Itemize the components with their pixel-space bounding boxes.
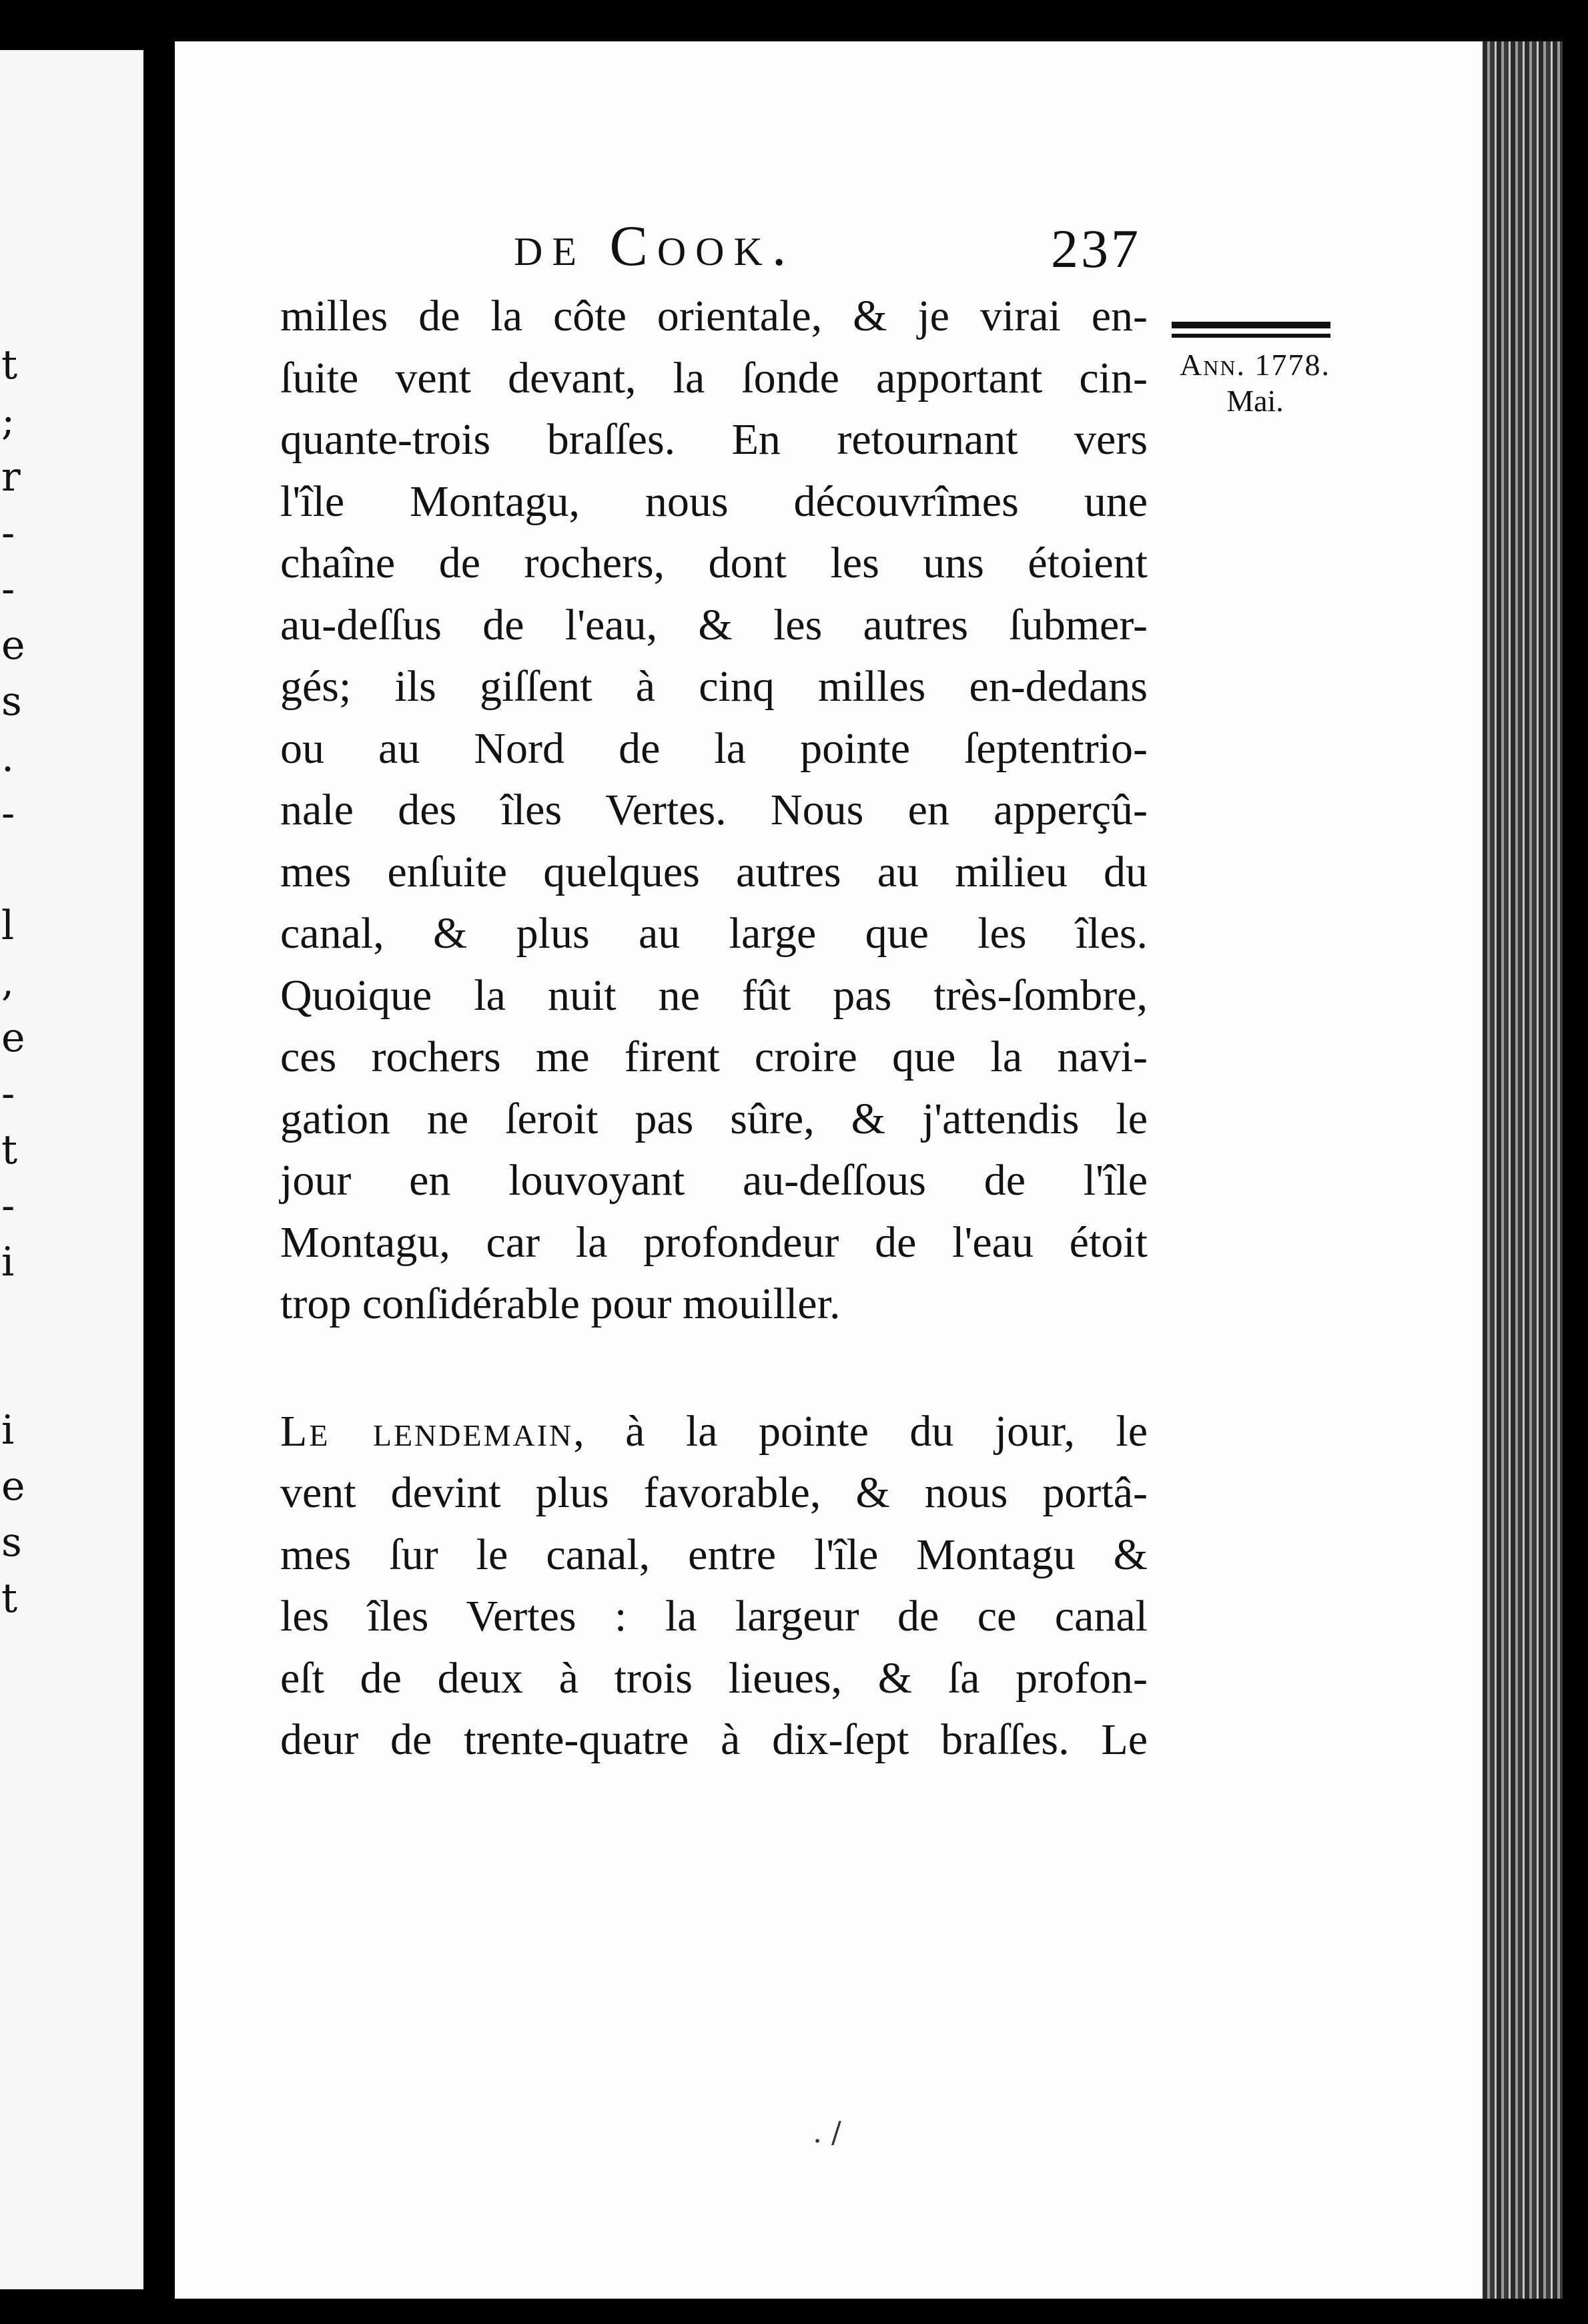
text-line: eſt de deux à trois lieues, & ſa profon- (280, 1653, 1148, 1703)
marginal-year: Ann. 1778. (1180, 348, 1330, 382)
marginal-month: Mai. (1226, 384, 1284, 418)
left-page-fragment: e (1, 622, 25, 669)
text-line: canal, & plus au large que les îles. (280, 909, 1148, 958)
left-page-fragment: s (1, 1519, 22, 1566)
paragraph-2 (280, 1401, 1148, 1771)
text-line: trop conſidérable pour mouiller. (280, 1279, 841, 1328)
left-page-edge (0, 50, 143, 2289)
left-page-fragment: - (1, 510, 15, 557)
left-page-fragment: t (1, 342, 18, 388)
left-page-fragment: - (1, 790, 15, 837)
book-spine-edge (1483, 41, 1563, 2299)
text-line: Montagu, car la profondeur de l'eau étoit (280, 1217, 1148, 1267)
left-page-fragment: - (1, 566, 15, 613)
left-page-fragment: e (1, 1463, 25, 1510)
left-page-fragment: i (1, 1407, 15, 1454)
text-line: les îles Vertes : la largeur de ce canal (280, 1592, 1148, 1641)
left-page-fragment: ; (1, 398, 15, 445)
text-line: Quoique la nuit ne fût pas très-ſombre, (280, 970, 1148, 1020)
left-page-fragment: e (1, 1014, 25, 1061)
page-header (514, 212, 1148, 286)
left-page-fragment (1, 842, 28, 898)
left-page-fragment: t (1, 1575, 18, 1622)
text-line: Le lendemain, à la pointe du jour, le (280, 1406, 1148, 1456)
page-number: 237 (1051, 218, 1141, 279)
text-line: au-deſſus de l'eau, & les autres ſubmer- (280, 600, 1148, 649)
left-page-fragment (1, 1290, 28, 1346)
left-page-fragment: t (1, 1127, 18, 1173)
left-page-fragment: - (1, 1071, 15, 1117)
left-page-fragment: - (1, 1183, 15, 1229)
text-line: mes enſuite quelques autres au milieu du (280, 847, 1148, 896)
left-page-fragment: , (1, 958, 15, 1005)
left-page-fragment: r (1, 454, 21, 501)
paragraph-lead: Le lendemain (280, 1406, 574, 1456)
text-line: mes ſur le canal, entre l'île Montagu & (280, 1530, 1148, 1579)
left-page-fragment: l (1, 902, 15, 949)
running-title: de Cook. (514, 214, 796, 278)
text-line: l'île Montagu, nous découvrîmes une (280, 477, 1148, 526)
text-line: milles de la côte orientale, & je virai en- (280, 292, 1148, 340)
marginal-note (1165, 347, 1345, 419)
paragraph-1 (280, 286, 1148, 1336)
text-line: quante-trois braſſes. En retournant vers (280, 415, 1148, 464)
text-line: ſuite vent devant, la ſonde apportant cin- (280, 353, 1148, 402)
text-line: deur de trente-quatre à dix-ſept braſſes. Le (280, 1715, 1148, 1764)
text-line: nale des îles Vertes. Nous en apperçû- (280, 786, 1148, 834)
left-page-fragment: . (1, 734, 15, 781)
text-line: ou au Nord de la pointe ſeptentrio- (280, 723, 1148, 773)
text-line: chaîne de rochers, dont les uns étoient (280, 539, 1148, 587)
text-line: jour en louvoyant au-deſſous de l'île (280, 1156, 1148, 1205)
left-page-fragment: s (1, 678, 22, 725)
marginal-rule (1172, 322, 1330, 338)
left-page-fragment (1, 1346, 28, 1402)
text-line: vent devint plus favorable, & nous portâ- (280, 1468, 1148, 1517)
body-text (280, 286, 1148, 1771)
left-page-fragment: i (1, 1239, 15, 1285)
text-line: gés; ils giſſent à cinq milles en-dedans (280, 662, 1148, 711)
text-line: gation ne ſeroit pas sûre, & j'attendis le (280, 1094, 1148, 1143)
text-line: ces rochers me firent croire que la navi- (280, 1033, 1148, 1081)
bottom-mark: . / (813, 2116, 841, 2150)
left-page-text-fragments (1, 337, 28, 1627)
